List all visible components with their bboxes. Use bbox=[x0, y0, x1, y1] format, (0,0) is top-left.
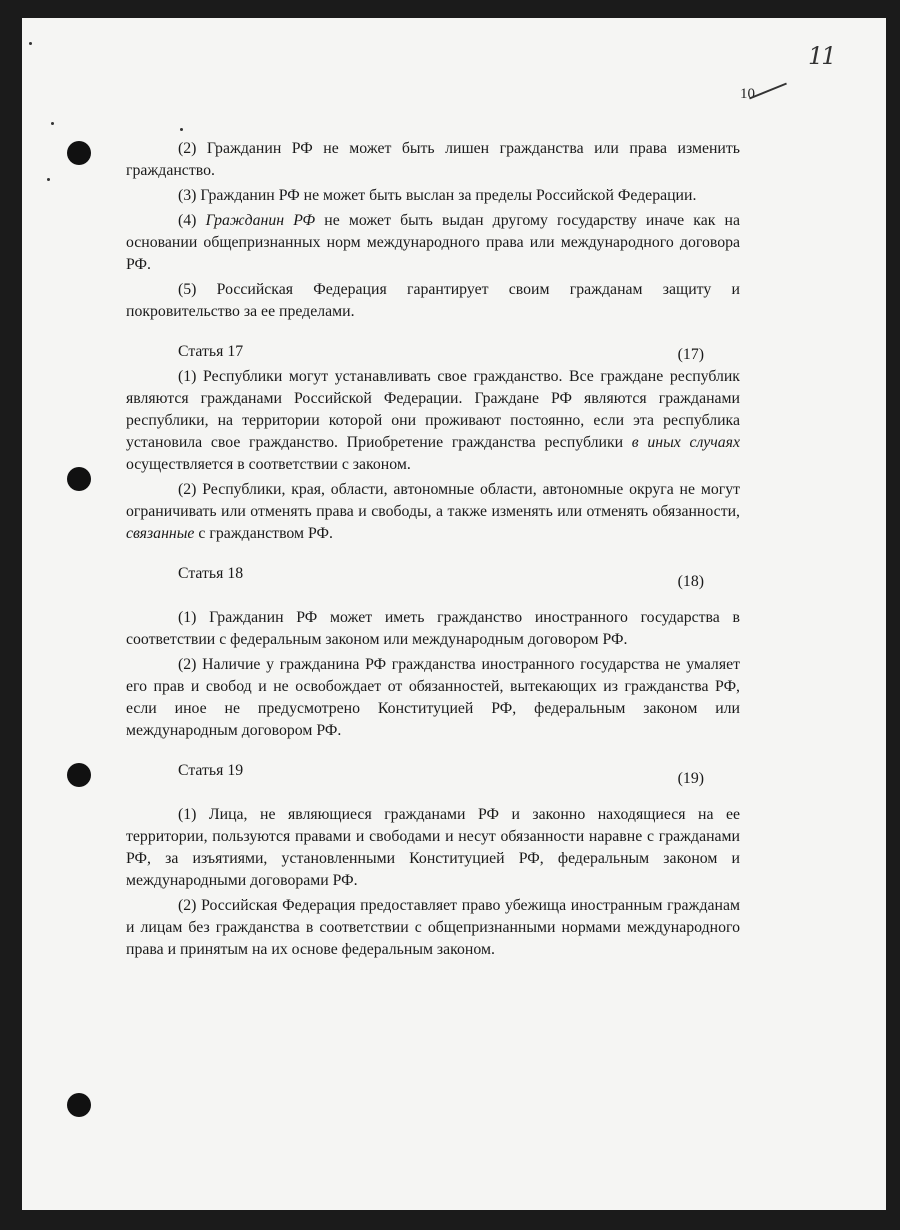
scan-speck bbox=[47, 178, 50, 181]
handwritten-page-number: 11 bbox=[808, 42, 835, 70]
punch-hole bbox=[67, 763, 91, 787]
paragraph bbox=[126, 479, 740, 545]
page-number: 10 bbox=[740, 86, 755, 102]
article-number: (17) bbox=[677, 346, 704, 363]
text-run: с гражданством РФ. bbox=[194, 525, 333, 542]
article-heading bbox=[126, 563, 740, 593]
emphasis: в иных случаях bbox=[631, 434, 741, 451]
text-run: осуществляется в соответствии с законом. bbox=[126, 456, 411, 473]
paragraph: (5) Российская Федерация гарантирует своим гражданам защиту и покровительство за ее пределами. bbox=[126, 281, 740, 320]
article-number: (19) bbox=[677, 770, 704, 787]
paragraph: (3) Гражданин РФ не может быть выслан за пределы Российской Федерации. bbox=[178, 187, 697, 204]
punch-hole bbox=[67, 467, 91, 491]
article-title: Статья 19 bbox=[178, 762, 244, 779]
scan-speck bbox=[29, 42, 32, 45]
paragraph: (2) Гражданин РФ не может быть лишен гражданства или права изменить гражданство. bbox=[126, 140, 740, 179]
text-run: не может быть выдан другому государству иначе как на основании общепризнанных норм международного права или международного договора РФ. bbox=[126, 212, 740, 273]
paragraph: (1) Гражданин РФ может иметь гражданство иностранного государства в соответствии с федеральным законом или международным договором РФ. bbox=[126, 609, 740, 648]
emphasis: связанные bbox=[126, 525, 195, 542]
article-heading bbox=[126, 760, 740, 790]
paragraph: (1) Лица, не являющиеся гражданами РФ и законно находящиеся на ее территории, пользуются правами и свободами и несут обязанности наравне с гражданами РФ, за изъятиями, установленными Конституцией РФ, федеральным законом и международными договорами РФ. bbox=[126, 806, 740, 889]
document-body bbox=[126, 138, 740, 964]
article-title: Статья 18 bbox=[178, 565, 244, 582]
paragraph bbox=[126, 366, 740, 476]
punch-hole bbox=[67, 141, 91, 165]
paragraph: (2) Наличие у гражданина РФ гражданства иностранного государства не умаляет его прав и свобод и не освобождает от обязанностей, вытекающих из гражданства РФ, если иное не предусмотрено Конституцией РФ, федеральным законом или международным договором РФ. bbox=[126, 656, 740, 739]
punch-hole bbox=[67, 1093, 91, 1117]
text-run: (1) Республики могут устанавливать свое гражданство. Все граждане республик являются гражданами Российской Федерации. Граждане РФ являются гражданами республики, на территории которой они проживают постоянно, если эта республика установила свое гражданство. Приобретение гражданства республики bbox=[126, 368, 740, 451]
article-heading bbox=[126, 341, 740, 366]
scan-speck bbox=[51, 122, 54, 125]
scan-speck bbox=[180, 128, 183, 131]
article-number: (18) bbox=[677, 573, 704, 590]
emphasis: Гражданин РФ bbox=[205, 212, 316, 229]
paragraph bbox=[126, 210, 740, 276]
text-run: (4) bbox=[178, 212, 206, 229]
text-run: (2) Республики, края, области, автономные области, автономные округа не могут ограничивать или отменять права и свободы, а также изменять или отменять обязанности, bbox=[126, 481, 740, 520]
article-title: Статья 17 bbox=[178, 343, 244, 360]
paragraph: (2) Российская Федерация предоставляет право убежища иностранным гражданам и лицам без гражданства в соответствии с общепризнанными нормами международного права и принятым на их основе федеральным законом. bbox=[126, 897, 740, 958]
